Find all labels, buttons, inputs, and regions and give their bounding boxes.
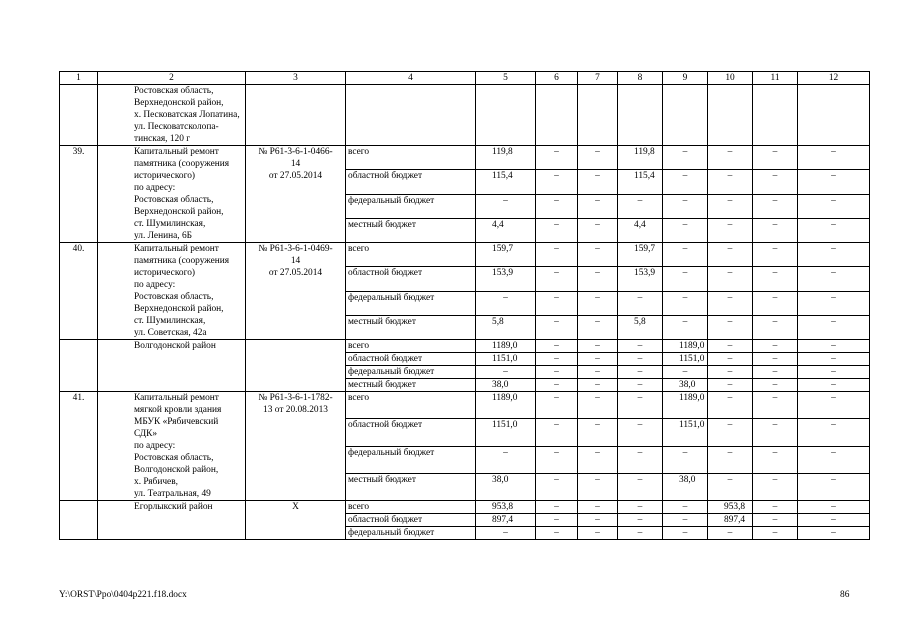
amount-cell: – (663, 218, 708, 242)
amount-cell: – (663, 267, 708, 291)
column-header-1: 1 (60, 72, 98, 85)
funding-source: всего (346, 146, 476, 170)
column-header-11: 11 (753, 72, 798, 85)
funding-source: всего (346, 392, 476, 419)
amount-cell: – (798, 218, 870, 242)
amount-cell: 38,0 (663, 473, 708, 500)
object-description: Капитальный ремонт мягкой кровли здания МБУК «Рябичевский СДК» по адресу: Ростовская область, Волгодонской район, х. Рябичев, ул. Театральная, 49 (98, 392, 246, 501)
amount-cell: – (798, 366, 870, 379)
amount-cell: – (663, 514, 708, 527)
amount-cell: – (708, 340, 753, 353)
amount-cell: 1151,0 (476, 353, 536, 366)
amount-cell: 953,8 (476, 501, 536, 514)
amount-cell: – (708, 379, 753, 392)
amount-cell: – (753, 291, 798, 315)
row-number: 40. (60, 243, 98, 340)
column-header-3: 3 (246, 72, 346, 85)
amount-cell: – (753, 473, 798, 500)
funding-source: областной бюджет (346, 353, 476, 366)
amount-cell: – (578, 379, 618, 392)
amount-cell: – (708, 170, 753, 194)
amount-cell: – (663, 243, 708, 267)
amount-cell: – (663, 170, 708, 194)
amount-cell: – (663, 146, 708, 170)
amount-cell: – (536, 419, 578, 446)
budget-row (60, 392, 870, 419)
row-number (60, 501, 98, 540)
amount-cell: 1151,0 (663, 419, 708, 446)
amount-cell: 953,8 (708, 501, 753, 514)
column-header-9: 9 (663, 72, 708, 85)
amount-cell: – (536, 170, 578, 194)
amount-cell: – (578, 473, 618, 500)
amount-cell: – (753, 353, 798, 366)
amount-cell: – (536, 291, 578, 315)
amount-cell: – (618, 527, 663, 540)
amount-cell: – (708, 446, 753, 473)
amount-cell: 159,7 (476, 243, 536, 267)
continuation-row (60, 85, 870, 146)
amount-cell: – (663, 446, 708, 473)
amount-cell: – (618, 379, 663, 392)
funding-source: федеральный бюджет (346, 194, 476, 218)
amount-cell: 38,0 (663, 379, 708, 392)
funding-source: областной бюджет (346, 170, 476, 194)
amount-cell: – (578, 194, 618, 218)
amount-cell: – (708, 419, 753, 446)
amount-cell: 4,4 (476, 218, 536, 242)
amount-cell: – (618, 291, 663, 315)
row-number (60, 85, 98, 146)
amount-cell: 153,9 (618, 267, 663, 291)
amount-cell: – (618, 194, 663, 218)
amount-cell: 1189,0 (476, 392, 536, 419)
amount-cell: – (708, 366, 753, 379)
amount-cell: – (476, 291, 536, 315)
amount-cell: – (578, 340, 618, 353)
amount-cell: – (578, 446, 618, 473)
funding-source: федеральный бюджет (346, 366, 476, 379)
column-header-7: 7 (578, 72, 618, 85)
amount-cell: – (578, 527, 618, 540)
amount-cell: – (536, 315, 578, 339)
amount-cell: – (753, 419, 798, 446)
amount-cell: – (708, 146, 753, 170)
amount-cell: 38,0 (476, 473, 536, 500)
amount-cell: 1151,0 (476, 419, 536, 446)
amount-cell: – (618, 473, 663, 500)
row-number (60, 340, 98, 392)
amount-cell: – (753, 527, 798, 540)
amount-cell: – (536, 514, 578, 527)
object-description: Егорлыкский район (98, 501, 246, 540)
column-header-10: 10 (708, 72, 753, 85)
budget-row (60, 243, 870, 267)
amount-cell: – (798, 473, 870, 500)
amount-cell: – (753, 366, 798, 379)
amount-cell: – (798, 353, 870, 366)
amount-cell: – (578, 353, 618, 366)
column-header-6: 6 (536, 72, 578, 85)
amount-cell: 38,0 (476, 379, 536, 392)
permit-info (246, 340, 346, 392)
amount-cell: – (536, 194, 578, 218)
amount-cell: 5,8 (476, 315, 536, 339)
row-number: 41. (60, 392, 98, 501)
amount-cell: 1189,0 (663, 392, 708, 419)
funding-source: областной бюджет (346, 267, 476, 291)
amount-cell: – (578, 267, 618, 291)
amount-cell: 897,4 (476, 514, 536, 527)
column-header-8: 8 (618, 72, 663, 85)
object-description: Капитальный ремонт памятника (сооружения исторического) по адресу: Ростовская область, Верхнедонской район, ст. Шумилинская, ул. Ленина, 6Б (98, 146, 246, 243)
object-description: Капитальный ремонт памятника (сооружения исторического) по адресу: Ростовская область, Верхнедонской район, ст. Шумилинская, ул. Советская, 42а (98, 243, 246, 340)
funding-source: областной бюджет (346, 419, 476, 446)
amount-cell: – (708, 473, 753, 500)
amount-cell: – (708, 243, 753, 267)
budget-row (60, 340, 870, 353)
funding-source: федеральный бюджет (346, 527, 476, 540)
amount-cell: 153,9 (476, 267, 536, 291)
funding-source: федеральный бюджет (346, 446, 476, 473)
amount-cell: – (536, 340, 578, 353)
permit-info: № Р61-3-6-1-0466- 14 от 27.05.2014 (246, 146, 346, 243)
amount-cell: – (708, 291, 753, 315)
amount-cell: 115,4 (476, 170, 536, 194)
permit-info: № Р61-3-6-1-1782- 13 от 20.08.2013 (246, 392, 346, 501)
object-description: Ростовская область, Верхнедонской район, х. Песковатская Лопатина, ул. Песковатсколопа- тинская, 120 г (98, 85, 246, 146)
permit-info: Х (246, 501, 346, 540)
amount-cell: 159,7 (618, 243, 663, 267)
amount-cell: – (536, 243, 578, 267)
amount-cell: – (618, 446, 663, 473)
amount-cell: – (618, 366, 663, 379)
funding-source: всего (346, 501, 476, 514)
amount-cell: 1189,0 (663, 340, 708, 353)
budget-row (60, 501, 870, 514)
amount-cell: – (578, 170, 618, 194)
amount-cell: – (578, 291, 618, 315)
amount-cell: – (536, 146, 578, 170)
budget-table (59, 71, 870, 540)
amount-cell: 119,8 (618, 146, 663, 170)
permit-info: № Р61-3-6-1-0469- 14 от 27.05.2014 (246, 243, 346, 340)
amount-cell: – (536, 379, 578, 392)
funding-source: местный бюджет (346, 473, 476, 500)
amount-cell: 4,4 (618, 218, 663, 242)
amount-cell: – (798, 340, 870, 353)
amount-cell: – (708, 194, 753, 218)
amount-cell: – (578, 392, 618, 419)
amount-cell: – (476, 366, 536, 379)
footer-file-path: Y:\ORST\Ppo\0404p221.f18.docx (59, 590, 187, 600)
row-number: 39. (60, 146, 98, 243)
funding-source: местный бюджет (346, 315, 476, 339)
amount-cell: – (753, 218, 798, 242)
amount-cell: – (536, 353, 578, 366)
funding-source: местный бюджет (346, 218, 476, 242)
funding-source: всего (346, 243, 476, 267)
amount-cell: – (798, 501, 870, 514)
funding-source: областной бюджет (346, 514, 476, 527)
column-header-4: 4 (346, 72, 476, 85)
amount-cell: – (536, 446, 578, 473)
amount-cell: – (798, 267, 870, 291)
amount-cell: – (536, 501, 578, 514)
amount-cell: – (798, 514, 870, 527)
amount-cell: – (536, 527, 578, 540)
amount-cell: – (798, 379, 870, 392)
amount-cell: – (618, 353, 663, 366)
amount-cell: – (536, 267, 578, 291)
amount-cell: – (753, 267, 798, 291)
amount-cell: – (753, 315, 798, 339)
amount-cell: – (578, 514, 618, 527)
budget-row (60, 146, 870, 170)
amount-cell: – (476, 446, 536, 473)
column-header-2: 2 (98, 72, 246, 85)
amount-cell: – (663, 527, 708, 540)
amount-cell: – (578, 315, 618, 339)
amount-cell: – (708, 527, 753, 540)
amount-cell: – (753, 243, 798, 267)
amount-cell: 1151,0 (663, 353, 708, 366)
amount-cell: – (663, 291, 708, 315)
amount-cell: – (753, 146, 798, 170)
amount-cell: – (578, 146, 618, 170)
amount-cell: – (798, 243, 870, 267)
funding-source: всего (346, 340, 476, 353)
amount-cell: – (798, 446, 870, 473)
amount-cell: – (663, 366, 708, 379)
amount-cell: – (476, 194, 536, 218)
amount-cell: – (578, 366, 618, 379)
amount-cell: – (663, 194, 708, 218)
amount-cell: – (708, 267, 753, 291)
amount-cell: – (536, 218, 578, 242)
amount-cell: – (476, 527, 536, 540)
amount-cell: – (798, 315, 870, 339)
object-description: Волгодонской район (98, 340, 246, 392)
amount-cell: – (753, 170, 798, 194)
amount-cell: 115,4 (618, 170, 663, 194)
amount-cell: – (578, 419, 618, 446)
amount-cell: – (618, 514, 663, 527)
amount-cell: – (753, 194, 798, 218)
amount-cell: 897,4 (708, 514, 753, 527)
amount-cell: – (708, 315, 753, 339)
funding-source: федеральный бюджет (346, 291, 476, 315)
column-header-5: 5 (476, 72, 536, 85)
amount-cell: – (753, 501, 798, 514)
amount-cell: – (618, 340, 663, 353)
amount-cell: 119,8 (476, 146, 536, 170)
amount-cell: – (536, 366, 578, 379)
amount-cell: – (536, 473, 578, 500)
amount-cell: – (798, 392, 870, 419)
amount-cell: – (618, 419, 663, 446)
column-number-row (60, 72, 870, 85)
footer-page-number: 86 (840, 590, 850, 600)
amount-cell: – (798, 527, 870, 540)
column-header-12: 12 (798, 72, 870, 85)
amount-cell: – (798, 170, 870, 194)
permit-info (246, 85, 346, 146)
amount-cell: – (798, 146, 870, 170)
amount-cell: – (618, 501, 663, 514)
amount-cell: 5,8 (618, 315, 663, 339)
amount-cell: – (753, 446, 798, 473)
amount-cell: – (798, 291, 870, 315)
amount-cell: – (663, 501, 708, 514)
amount-cell: – (663, 315, 708, 339)
amount-cell: – (753, 392, 798, 419)
amount-cell: – (708, 353, 753, 366)
amount-cell: – (536, 392, 578, 419)
amount-cell: 1189,0 (476, 340, 536, 353)
amount-cell: – (708, 392, 753, 419)
amount-cell: – (578, 243, 618, 267)
amount-cell: – (618, 392, 663, 419)
amount-cell: – (753, 379, 798, 392)
amount-cell: – (753, 340, 798, 353)
amount-cell: – (578, 501, 618, 514)
amount-cell: – (578, 218, 618, 242)
amount-cell: – (753, 514, 798, 527)
funding-source: местный бюджет (346, 379, 476, 392)
amount-cell: – (708, 218, 753, 242)
amount-cell: – (798, 419, 870, 446)
amount-cell: – (798, 194, 870, 218)
